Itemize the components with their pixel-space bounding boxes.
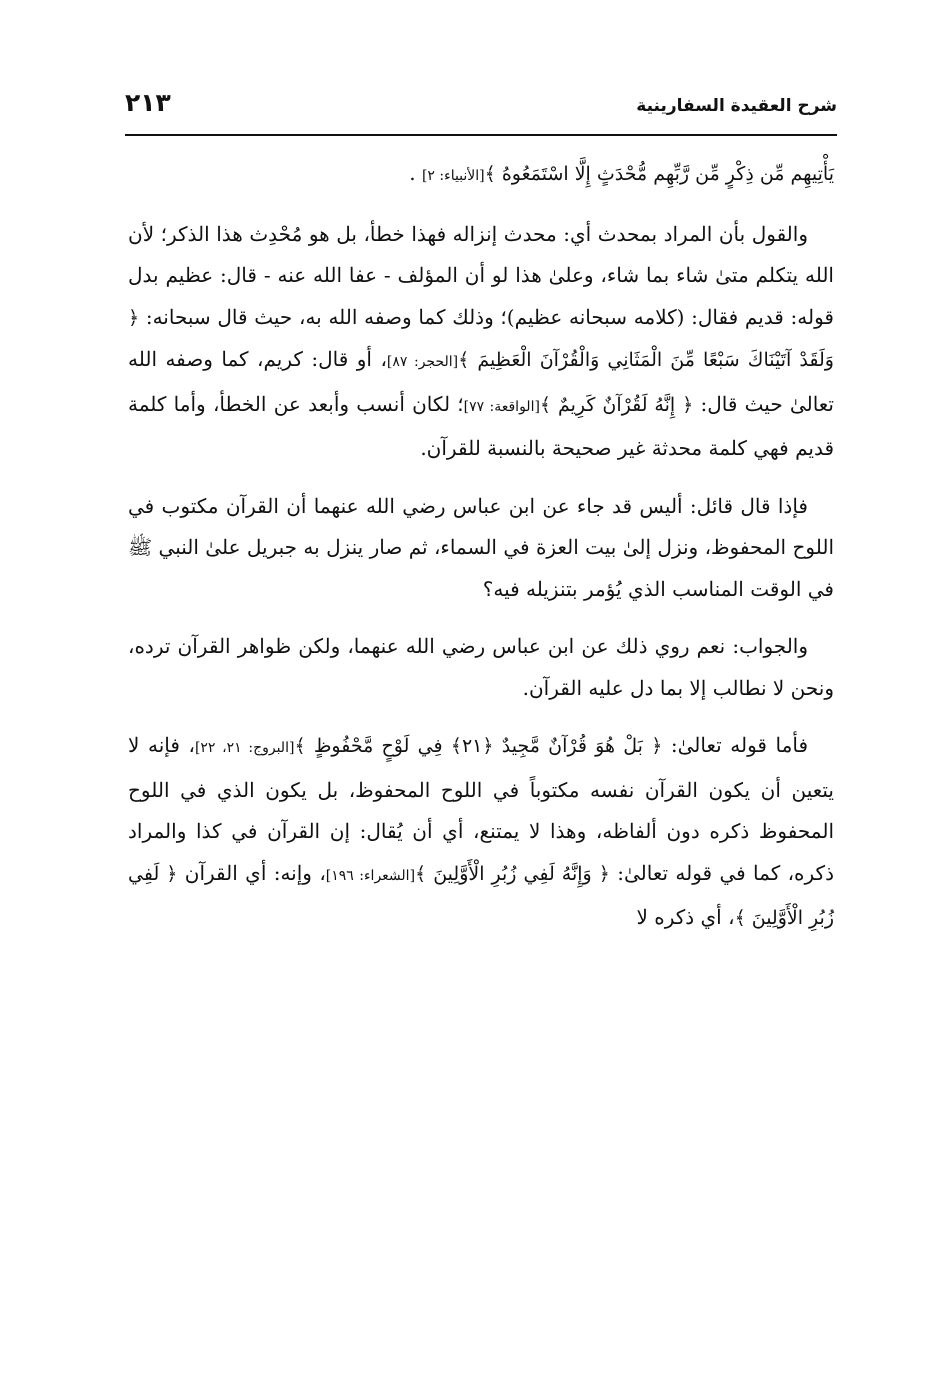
running-header (125, 88, 837, 128)
paragraph (128, 486, 834, 611)
book-title: شرح العقيدة السفارينية (636, 96, 837, 116)
paragraph-text: والجواب: نعم روي ذلك عن ابن عباس رضي الله عنهما، ولكن ظواهر القرآن ترده، ونحن لا نطالب إلا بما دل عليه القرآن. (128, 634, 834, 700)
paragraph-text: ، وإنه: أي القرآن (177, 860, 326, 885)
quran-verse: ﴿ إِنَّهُ لَقُرْآنٌ كَرِيمٌ ﴾ (539, 393, 694, 416)
quran-verse: يَأْتِيهِم مِّن ذِكْرٍ مِّن رَّبِّهِم مُّحْدَثٍ إِلَّا اسْتَمَعُوهُ ﴾ (484, 163, 834, 185)
quran-verse: ﴿ لَفِي زُبُرِ الْأَوَّلِينَ ﴾ (128, 862, 834, 929)
quran-verse: ﴿ وَإِنَّهُ لَفِي زُبُرِ الْأَوَّلِينَ ﴾ (415, 862, 610, 885)
paragraph-text: فأما قوله تعالىٰ: (662, 733, 809, 757)
paragraph-text: . (409, 161, 422, 185)
quran-verse: ﴿ وَلَقَدْ آتَيْنَاكَ سَبْعًا مِّنَ الْمَثَانِي وَالْقُرْآنَ الْعَظِيمَ ﴾ (128, 306, 834, 371)
header-divider (125, 134, 837, 136)
paragraph (128, 725, 834, 940)
verse-reference: [الحجر: ٨٧] (386, 354, 459, 370)
page-number: ٢١٣ (125, 88, 171, 117)
paragraph (128, 153, 834, 198)
verse-reference: [الشعراء: ١٩٦] (325, 867, 416, 884)
verse-reference: [الأنبياء: ٢] (421, 168, 485, 184)
paragraph-text: ؛ لكان أنسب وأبعد عن الخطأ، وأما كلمة قديم فهي كلمة محدثة غير صحيحة بالنسبة للقرآن. (128, 391, 834, 460)
paragraph (128, 214, 834, 470)
paragraph-text: ، أو قال: كريم، كما وصفه الله تعالىٰ حيث قال: (128, 347, 835, 416)
paragraph-text: ، أي ذكره لا (636, 905, 735, 929)
verse-reference: [البروج: ٢١، ٢٢] (194, 740, 295, 756)
paragraph-text: ، فإنه لا يتعين أن يكون القرآن نفسه مكتوباً في اللوح المحفوظ، بل يكون الذي في اللوح المحفوظ ذكره دون ألفاظه، وهذا لا يمتنع، أي أن يُقال: إن القرآن في كذا والمراد ذكره، كما في قوله تعالىٰ: (128, 733, 834, 885)
body-text (128, 153, 834, 956)
quran-verse: ﴿ بَلْ هُوَ قُرْآنٌ مَّجِيدٌ ﴿٢١﴾ فِي لَوْحٍ مَّحْفُوظٍ ﴾ (294, 735, 663, 757)
paragraph-text: والقول بأن المراد بمحدث أي: محدث إنزاله فهذا خطأ، بل هو مُحْدِث هذا الذكر؛ لأن الله يتكلم متىٰ شاء بما شاء، وعلىٰ هذا لو أن المؤلف - عفا الله عنه - قال: عظيم بدل قوله: قديم فقال: (كلامه سبحانه عظيم)؛ وذلك كما وصفه الله به، حيث قال سبحانه: (128, 221, 834, 329)
verse-reference: [الواقعة: ٧٧] (463, 398, 540, 415)
paragraph (128, 626, 834, 709)
paragraph-text: فإذا قال قائل: أليس قد جاء عن ابن عباس رضي الله عنهما أن القرآن مكتوب في اللوح المحفوظ، ونزل إلىٰ بيت العزة في السماء، ثم صار ينزل به جبريل علىٰ النبي ﷺ في الوقت المناسب الذي يُؤمر بتنزيله فيه؟ (128, 493, 834, 601)
